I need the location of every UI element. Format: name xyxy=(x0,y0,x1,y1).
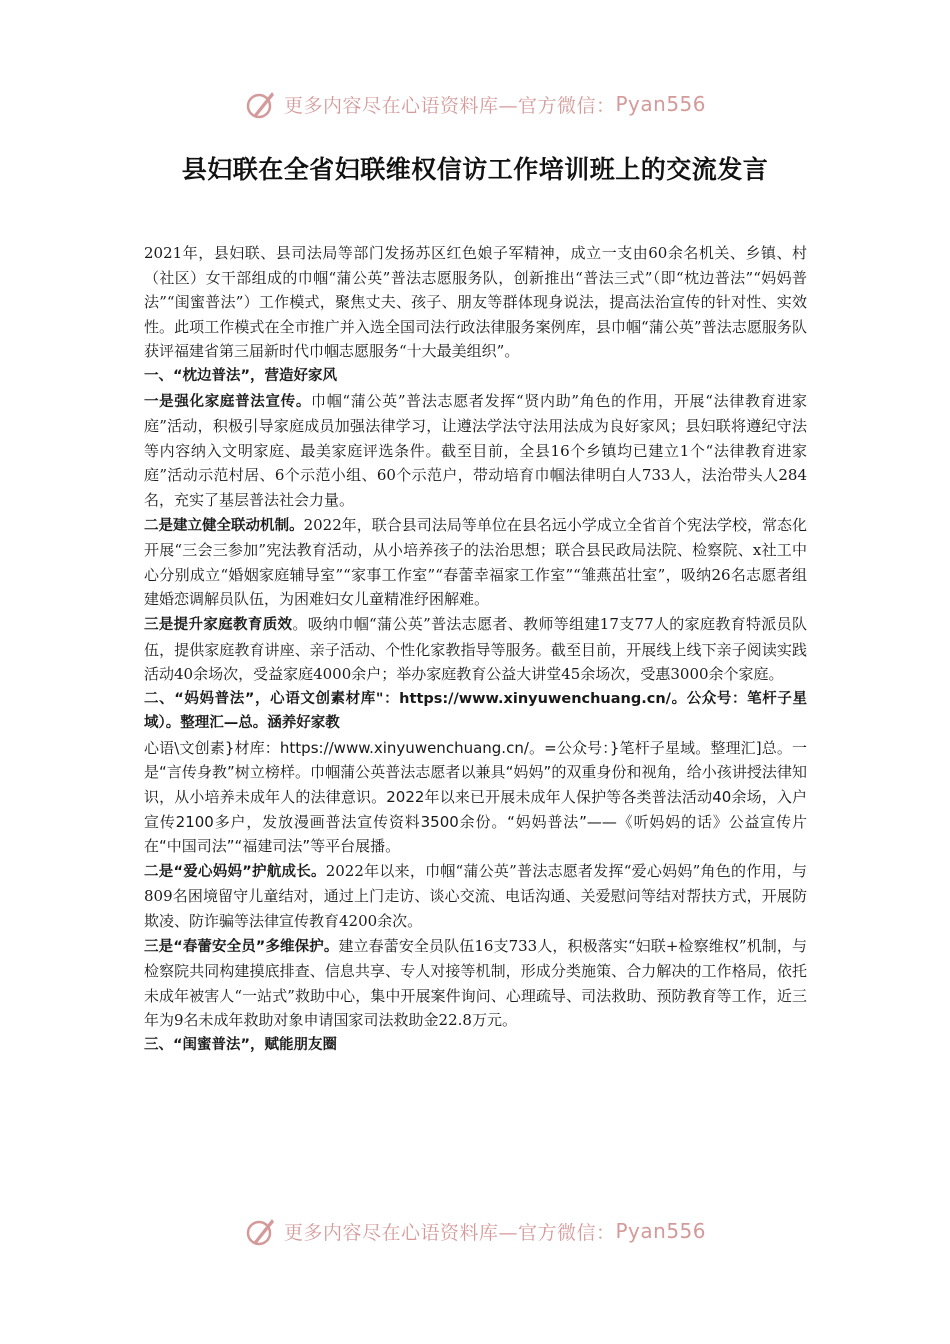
section-2-paragraph-2 xyxy=(144,859,807,934)
section-2-p2-lead: 二是“爱心妈妈”护航成长。 xyxy=(144,863,326,880)
section-2-paragraph-1 xyxy=(144,736,807,859)
section-1-p1-text: 巾帼“蒲公英”普法志愿者发挥“贤内助”角色的作用，开展“法律教育进家庭”活动，积极引导家庭成员加强法律学习，让遵法学法守法用法成为良好家风；县妇联将遵纪守法等内容纳入文明家庭、最美家庭评选条件。截至目前，全县16个乡镇均已建立1个“法律教育进家庭”活动示范村居、6个示范小组、60个示范户，带动培育巾帼法律明白人733人，法治带头人284名，充实了基层普法社会力量。 xyxy=(144,391,807,509)
section-3-heading: 三、“闺蜜普法”，赋能朋友圈 xyxy=(144,1037,338,1053)
section-1-heading: 一、“枕边普法”，营造好家风 xyxy=(144,367,338,384)
intro-paragraph: 2021年，县妇联、县司法局等部门发扬苏区红色娘子军精神，成立一支由60余名机关、乡镇、村（社区）女干部组成的巾帼“蒲公英”普法志愿服务队，创新推出“普法三式”（即“枕边普法”“妈妈普法”“闺蜜普法”）工作模式，聚焦丈夫、孩子、朋友等群体现身说法，提高法治宣传的针对性、实效性。此项工作模式在全市推广并入选全国司法行政法律服务案例库，县巾帼“蒲公英”普法志愿服务队获评福建省第三届新时代巾帼志愿服务“十大最美组织”。 xyxy=(144,244,807,361)
section-1-paragraph-2 xyxy=(144,513,807,612)
quill-pen-logo-icon xyxy=(244,1214,278,1248)
section-1-p1-lead: 一是强化家庭普法宣传。 xyxy=(144,393,312,410)
banner-wechat-id: Pyan556 xyxy=(615,1219,707,1243)
section-1-p3-lead: 三是提升家庭教育质效 xyxy=(144,616,293,633)
banner-text: 更多内容尽在心语资料库—官方微信： xyxy=(283,94,616,117)
section-2-p1-text-a: 心语\文创素}材库：https://www.xinyuwenchuang.cn/。=公众号：}笔杆子星域。整理汇]总。 xyxy=(144,738,792,757)
document-body xyxy=(144,241,807,1058)
banner-wechat-id: Pyan556 xyxy=(615,92,707,116)
section-2-p1-text-b: 一是“言传身教”树立榜样。巾帼蒲公英普法志愿者以兼具“妈妈”的双重身份和视角，给小孩讲授法律知识，从小培养未成年人的法律意识。2022年以来已开展未成年人保护等各类普法活动40余场，入户宣传2100多户，发放漫画普法宣传资料3500余份。“妈妈普法”——《听妈妈的话》公益宣传片在“中国司法”“福建司法”等平台展播。 xyxy=(144,738,807,856)
section-2-p3-text: 建立春蕾安全员队伍16支733人，积极落实“妇联+检察维权”机制，与检察院共同构建摸底排查、信息共享、专人对接等机制，形成分类施策、合力解决的工作格局，依托未成年被害人“一站式”救助中心，集中开展案件询问、心理疏导、司法救助、预防教育等工作，近三年为9名未成年救助对象申请国家司法救助金22.8万元。 xyxy=(144,936,807,1030)
section-2-p3-lead: 三是“春蕾安全员”多维保护。 xyxy=(144,938,339,955)
quill-pen-logo-icon xyxy=(244,87,278,121)
document-title: 县妇联在全省妇联维权信访工作培训班上的交流发言 xyxy=(181,155,769,184)
section-2-p2-text: 2022年以来，巾帼“蒲公英”普法志愿者发挥“爱心妈妈”角色的作用，与809名困境留守儿童结对，通过上门走访、谈心交流、电话沟通、关爱慰问等结对帮扶方式，开展防欺凌、防诈骗等法律宣传教育4200余次。 xyxy=(144,861,807,931)
section-1-p3-text: 。吸纳巾帼“蒲公英”普法志愿者、教师等组建17支77人的家庭教育特派员队伍，提供家庭教育讲座、亲子活动、个性化家教指导等服务。截至目前，开展线上线下亲子阅读实践活动40余场次，受益家庭4000余户；举办家庭教育公益大讲堂45余场次，受惠3000余个家庭。 xyxy=(144,614,808,684)
section-1-paragraph-3 xyxy=(144,612,807,687)
header-watermark-banner xyxy=(0,84,950,124)
footer-watermark-banner xyxy=(0,1211,950,1251)
section-2-heading: 二、“妈妈普法”，心语文创素材库"：https://www.xinyuwenchuang.cn/。公众号：笔杆子星域）。整理汇—总。涵养好家教 xyxy=(144,690,807,732)
section-2-paragraph-3 xyxy=(144,934,807,1033)
section-1-p2-lead: 二是建立健全联动机制。 xyxy=(144,517,304,534)
section-1-p2-text: 2022年，联合县司法局等单位在县名远小学成立全省首个宪法学校，常态化开展“三会三参加”宪法教育活动，从小培养孩子的法治思想；联合县民政局法院、检察院、x社工中心分别成立“婚姻家庭辅导室”“家事工作室”“春蕾幸福家工作室”“雏燕茁壮室”，吸纳26名志愿者组建婚恋调解员队伍，为困难妇女儿童精准纾困解难。 xyxy=(144,515,808,609)
banner-text: 更多内容尽在心语资料库—官方微信： xyxy=(283,1221,616,1244)
section-1-paragraph-1 xyxy=(144,389,807,513)
